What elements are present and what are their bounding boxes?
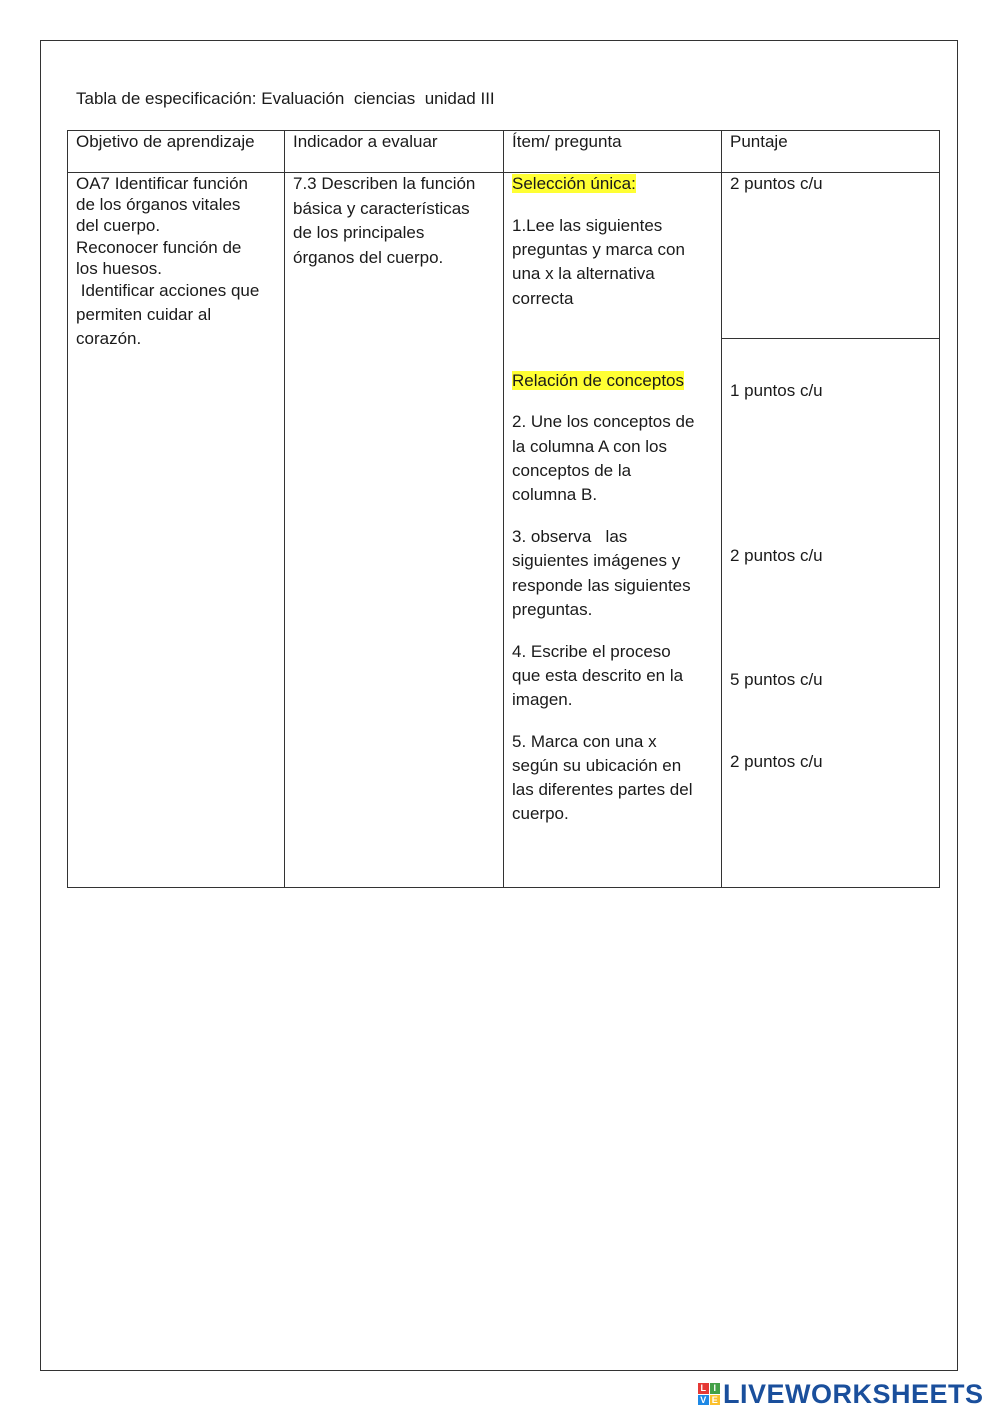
liveworksheets-logo[interactable] [698,1378,984,1410]
item1-line: una x la alternativa [512,264,655,283]
item3-line: 3. observa las [512,527,628,546]
column-divider-3 [721,130,722,888]
item3-line: preguntas. [512,600,593,619]
header-objetivo: Objetivo de aprendizaje [76,132,255,151]
score-item1: 2 puntos c/u [730,174,823,193]
item2-line: columna B. [512,485,598,504]
column-divider-2 [503,130,504,888]
logo-letter: V [698,1395,709,1406]
relacion-conceptos-highlight: Relación de conceptos [512,371,685,390]
header-item: Ítem/ pregunta [512,132,622,151]
item5-line: 5. Marca con una x [512,732,657,751]
indicator-line: 7.3 Describen la función [293,174,476,193]
table-left-border [67,130,68,888]
score-item4: 5 puntos c/u [730,670,823,689]
score-item2: 1 puntos c/u [730,381,823,400]
seleccion-unica-highlight: Selección única: [512,174,636,193]
item5-line: cuerpo. [512,804,569,823]
item5-line: según su ubicación en [512,756,682,775]
objective-line: Identificar acciones que [76,281,260,300]
liveworksheets-logo-icon [698,1383,720,1405]
item5-line: las diferentes partes del [512,780,693,799]
item1-line: preguntas y marca con [512,240,685,259]
item4-line: imagen. [512,690,573,709]
indicator-line: básica y características [293,199,470,218]
item2-line: la columna A con los [512,437,667,456]
item4-line: que esta descrito en la [512,666,684,685]
logo-letter: I [710,1383,721,1394]
objective-line: corazón. [76,329,142,348]
objective-line: de los órganos vitales [76,195,241,214]
score-item3: 2 puntos c/u [730,546,823,565]
score-item5: 2 puntos c/u [730,752,823,771]
objective-line: OA7 Identificar función [76,174,248,193]
liveworksheets-brand: LIVEWORKSHEETS [723,1378,984,1409]
item1-line: 1.Lee las siguientes [512,216,663,235]
score-divider [721,338,940,339]
objective-line: permiten cuidar al [76,305,212,324]
logo-letter: L [698,1383,709,1394]
objective-line: del cuerpo. [76,216,161,235]
item4-line: 4. Escribe el proceso [512,642,671,661]
item2-line: conceptos de la [512,461,632,480]
seleccion-unica-label [512,172,636,197]
column-divider-1 [284,130,285,888]
header-indicador: Indicador a evaluar [293,132,438,151]
item1-line: correcta [512,289,574,308]
table-right-border [939,130,940,888]
item3-line: responde las siguientes [512,576,691,595]
header-puntaje: Puntaje [730,132,788,151]
indicator-line: órganos del cuerpo. [293,248,444,267]
objective-line: Reconocer función de [76,238,242,257]
objective-line: los huesos. [76,259,162,278]
document-title: Tabla de especificación: Evaluación ciencias unidad III [76,89,495,108]
relacion-conceptos-label [512,369,684,394]
item2-line: 2. Une los conceptos de [512,412,695,431]
item3-line: siguientes imágenes y [512,551,681,570]
indicator-line: de los principales [293,223,425,242]
logo-letter: E [710,1395,721,1406]
